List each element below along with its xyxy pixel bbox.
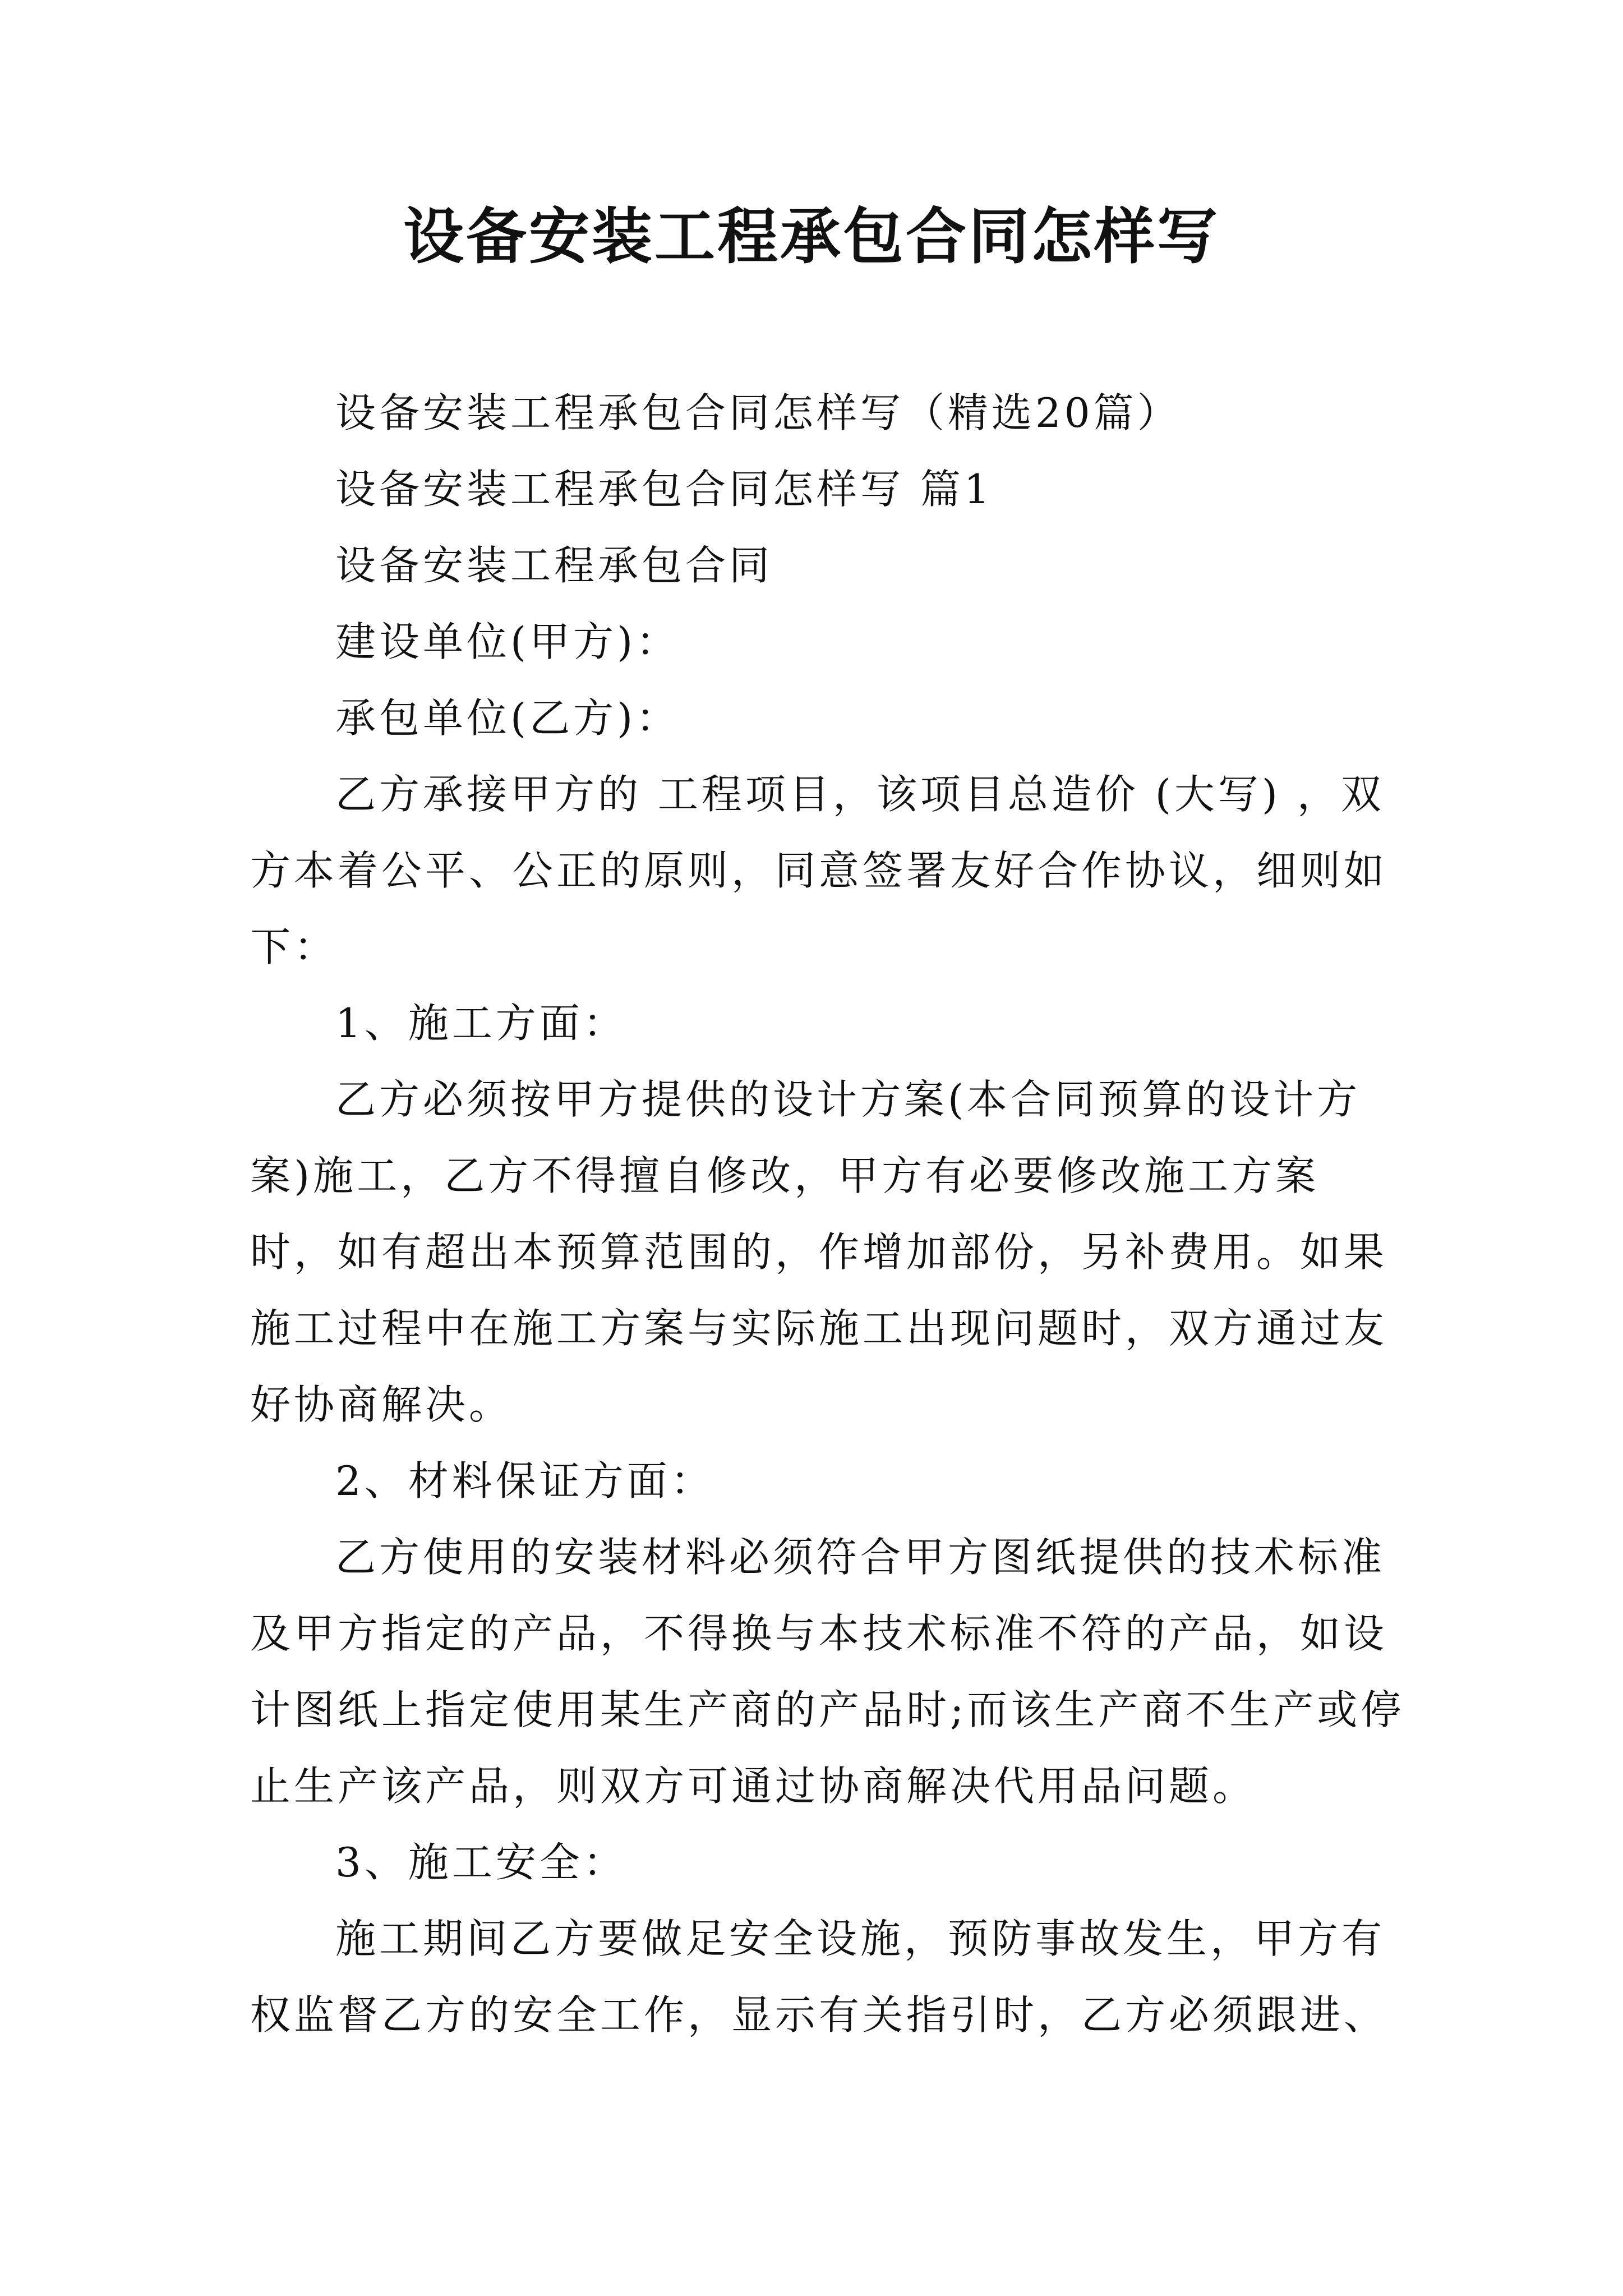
paragraph: 设备安装工程承包合同怎样写（精选20篇） — [335, 389, 1181, 436]
paragraph: 乙方使用的安装材料必须符合甲方图纸提供的技术标准及甲方指定的产品，不得换与本技术标准不符的产品，如设计图纸上指定使用某生产商的产品时;而该生产商不生产或停止生产该产品，则双方可通过协商解决代用品问题。 — [250, 1534, 1405, 1810]
paragraph: 建设单位(甲方)： — [335, 618, 680, 665]
paragraph: 2、材料保证方面： — [335, 1457, 714, 1504]
paragraph: 施工期间乙方要做足安全设施，预防事故发生，甲方有权监督乙方的安全工作，显示有关指引时，乙方必须跟进、 — [250, 1915, 1388, 2039]
paragraph: 乙方承接甲方的 工程项目，该项目总造价 (大写) ，双方本着公平、公正的原则，同意签署友好合作协议，细则如下： — [250, 771, 1388, 970]
document-body — [250, 375, 1405, 2053]
paragraph: 承包单位(乙方)： — [335, 694, 680, 742]
paragraph: 乙方必须按甲方提供的设计方案(本合同预算的设计方案)施工，乙方不得擅自修改，甲方有必要修改施工方案时，如有超出本预算范围的，作增加部份，另补费用。如果施工过程中在施工方案与实际施工出现问题时，双方通过友好协商解决。 — [250, 1076, 1388, 1428]
paragraph: 设备安装工程承包合同怎样写 篇1 — [335, 466, 993, 513]
paragraph: 3、施工安全： — [335, 1839, 627, 1886]
paragraph: 设备安装工程承包合同 — [335, 542, 773, 589]
document-title: 设备安装工程承包合同怎样写 — [403, 201, 1220, 272]
paragraph: 1、施工方面： — [335, 1000, 627, 1047]
